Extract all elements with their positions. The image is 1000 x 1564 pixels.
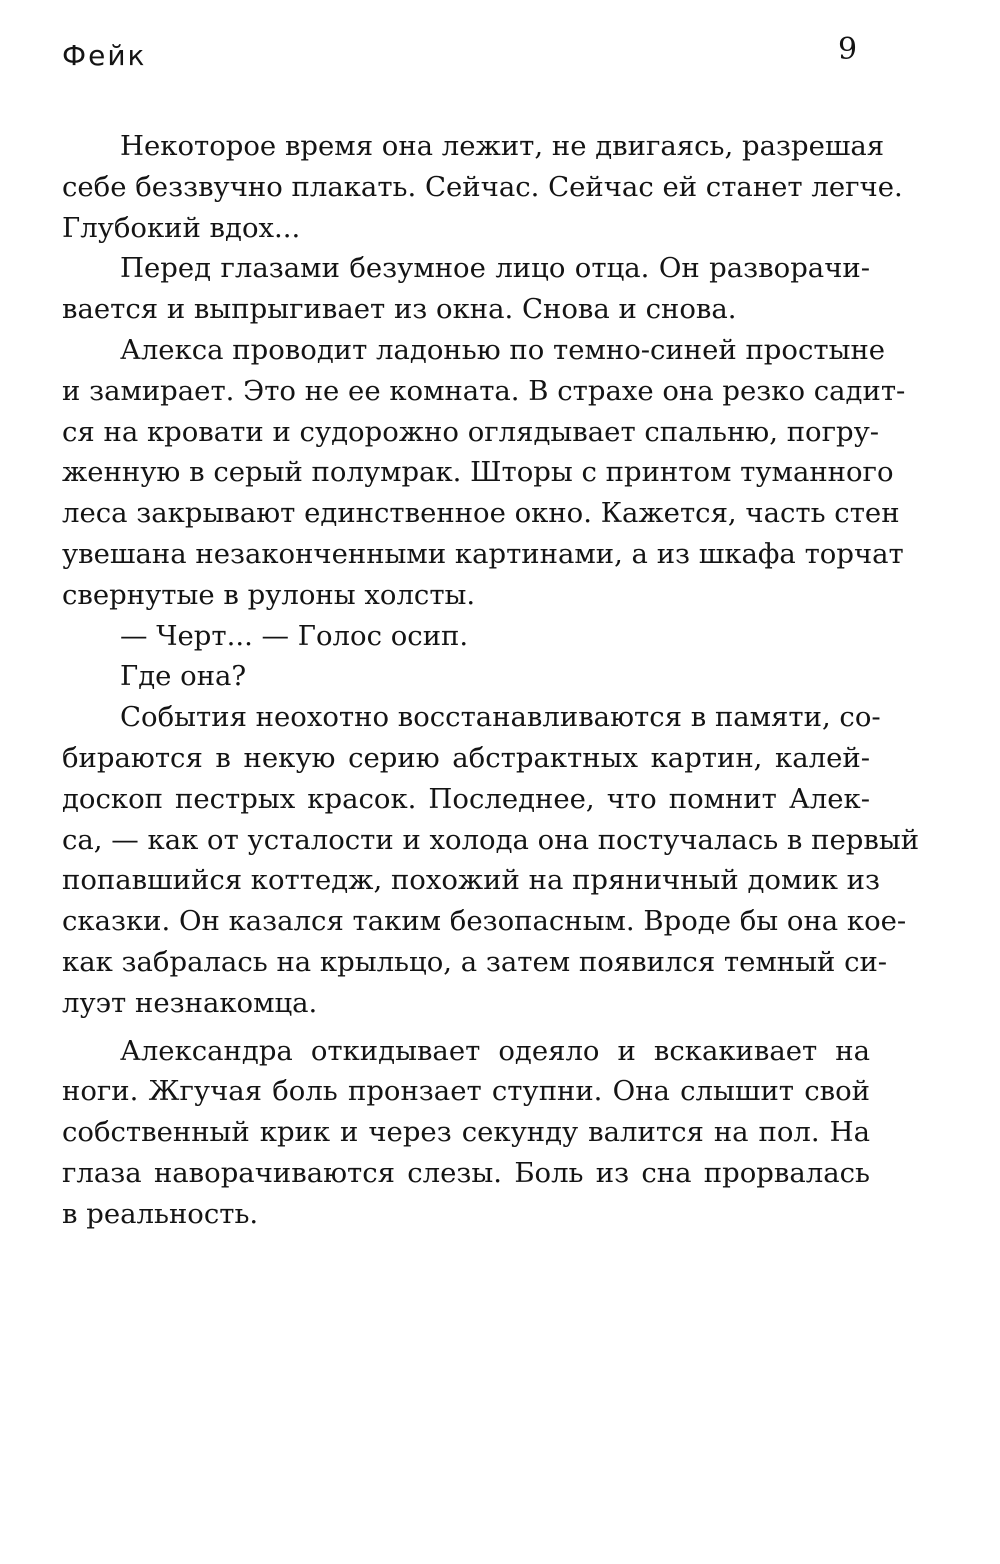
running-title: Фейк <box>62 39 147 72</box>
text-line: в реальность. <box>62 1197 259 1230</box>
text-line: себе беззвучно плакать. Сейчас. Сейчас ей станет легче. <box>62 170 903 203</box>
text-line: сказки. Он казался таким безопасным. Вроде бы она кое- <box>62 905 907 938</box>
text-line: События неохотно восстанавливаются в памяти, со- <box>120 701 881 734</box>
text-line: Перед глазами безумное лицо отца. Он разворачи- <box>120 252 870 285</box>
text-line: доскоп пестрых красок. Последнее, что помнит Алек- <box>62 782 870 815</box>
text-line: луэт незнакомца. <box>62 986 318 1019</box>
text-line: — Черт... — Голос осип. <box>120 619 469 652</box>
text-line: Где она? <box>120 660 247 693</box>
text-line: са, — как от усталости и холода она постучалась в первый <box>62 823 920 856</box>
text-line: увешана незаконченными картинами, а из шкафа торчат <box>62 537 904 570</box>
text-line: вается и выпрыгивает из окна. Снова и снова. <box>62 293 737 326</box>
text-line: Некоторое время она лежит, не двигаясь, разрешая <box>120 130 885 162</box>
text-line: бираются в некую серию абстрактных картин, калей- <box>62 741 870 774</box>
text-line: ся на кровати и судорожно оглядывает спальню, погру- <box>62 415 880 448</box>
text-line: свернутые в рулоны холсты. <box>62 578 476 611</box>
text-line: Алекса проводит ладонью по темно-синей простыне <box>120 333 886 366</box>
text-line: ноги. Жгучая боль пронзает ступни. Она слышит свой <box>62 1075 870 1108</box>
page-number: 9 <box>838 32 858 67</box>
text-line: Александра откидывает одеяло и вскакивает на <box>120 1034 870 1067</box>
body-text <box>62 126 920 1235</box>
text-line: леса закрывают единственное окно. Кажется, часть стен <box>62 497 900 530</box>
text-line: попавшийся коттедж, похожий на пряничный домик из <box>62 864 880 897</box>
text-line: и замирает. Это не ее комната. В страхе она резко садит- <box>62 374 906 407</box>
text-line: глаза наворачиваются слезы. Боль из сна прорвалась <box>62 1156 870 1189</box>
text-line: как забралась на крыльцо, а затем появился темный си- <box>62 945 888 978</box>
text-line: собственный крик и через секунду валится на пол. На <box>62 1116 870 1149</box>
text-line: Глубокий вдох... <box>62 211 301 244</box>
text-line: женную в серый полумрак. Шторы с принтом туманного <box>62 456 894 489</box>
